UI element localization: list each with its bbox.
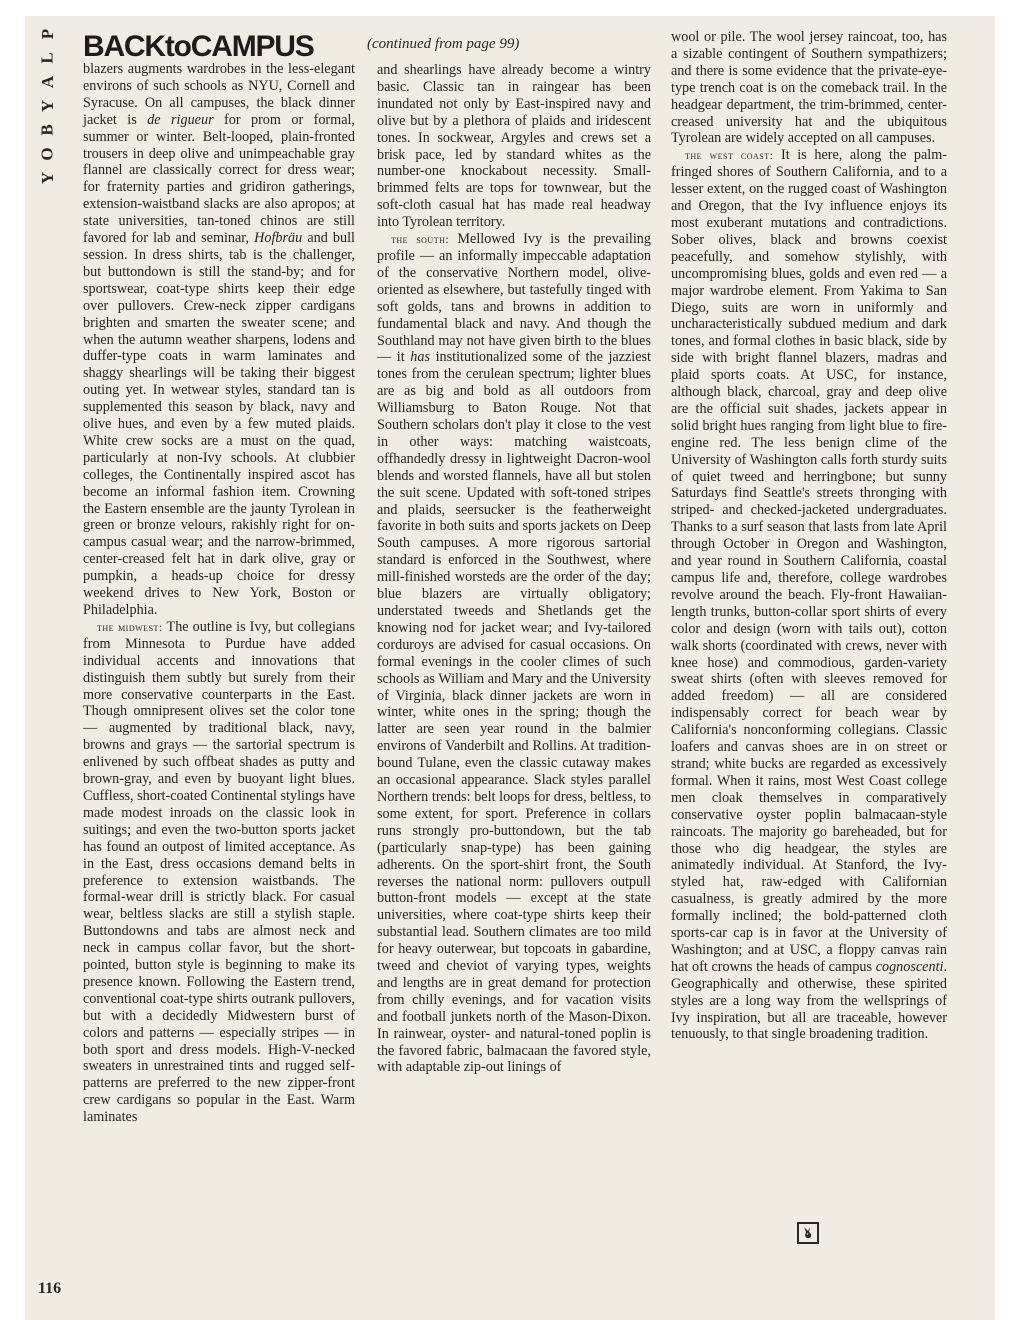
masthead-letter: B bbox=[38, 124, 57, 136]
text-run: and bull session. In dress shirts, tab is the challenger, but buttondown is still the stand-by; and for sportswear, coat-type shirts keep their edge over pullovers. Crew-neck zipper cardigans brighten and smarten the sweater scene; and when the autumn weather sharpens, lodens and duffer-type coats in warm laminates and shaggy shearlings will be taking their biggest outing yet. In wetwear styles, standard tan is supplemented this season by black, navy and olive hues, and even by a few muted plaids. White crew socks are a must on the quad, particularly at non-Ivy schools. At clubbier colleges, the Continentally inspired ascot has become an informal fashion item. Crowning the Eastern ensemble are the jaunty Tyrolean in green or bronze velours, rakishly right for on-campus casual wear; and the narrow-brimmed, center-creased felt hat in dark olive, gray or pumpkin, a heads-up choice for dressy weekend drives to New York, Boston or Philadelphia. bbox=[83, 230, 355, 618]
text-run: Mellowed Ivy is the prevailing profile — an informally impeccable adaptation of the conservative Northern model, olive-oriented as elsewhere, but tastefully tinged with soft golds, tans and browns in addition to fundamental black and navy. And though the Southland may not have given birth to the blues — it bbox=[377, 231, 651, 366]
playboy-masthead bbox=[36, 22, 60, 185]
italic-text: de rigueur bbox=[147, 111, 214, 128]
paragraph bbox=[83, 61, 355, 619]
paragraph bbox=[671, 147, 947, 1043]
text-column-3 bbox=[671, 29, 947, 1043]
paragraph bbox=[377, 62, 651, 231]
paragraph bbox=[83, 619, 355, 1126]
masthead-letter: L bbox=[38, 52, 57, 64]
masthead-letter: Y bbox=[38, 99, 57, 113]
masthead-letter: P bbox=[37, 28, 57, 40]
paragraph bbox=[671, 29, 947, 147]
italic-text: cognoscenti bbox=[875, 958, 944, 975]
text-column-1 bbox=[83, 61, 355, 1126]
text-run: It is here, along the palm-fringed shores of Southern California, and to a lesser extent, on the rugged coast of Washington and Oregon, that the Ivy influence enjoys its most exuberant mutations and contradictions. Sober olives, black and browns coexist peacefully, and somehow stylishly, with uncompromising blues, golds and even red — a major wardrobe element. From Yakima to San Diego, suits are worn in uniformly and uncharacteristically subdued medium and dark tones, and formal clothes in basic black, side by side with bright flannel blazers, madras and plaid sports coats. At USC, for instance, although black, charcoal, gray and deep olive are the official suit shades, jackets appear in solid bright hues ranging from light blue to fire-engine red. The less benign clime of the University of Washington calls forth sturdy suits of quiet tweed and herringbone; but sunny Saturdays find Seattle's streets thronging with striped- and checked-jacketed undergraduates. Thanks to a surf season that lasts from late April through October in Oregon and Washington, and year round in Southern California, coastal campus life and, therefore, college wardrobes revolve around the beach. Fly-front Hawaiian-length trunks, button-collar sport shirts of every color and design (worn with tails out), cotton walk shorts (coordinated with crews, never with knee hose) and commodious, garden-variety sweat shirts (often with sleeves removed for added freedom) — all are considered indispensably correct for beach wear by California's nonconforming collegians. Classic loafers and canvas shoes are in on street or strand; white bucks are regarded as excessively formal. When it rains, most West Coast college men cloak themselves in comparatively conservative oyster poplin balmacaan-style raincoats. The majority go bareheaded, but for those who dig headgear, the styles are animatedly individual. At Stanford, the Ivy-styled hat, raw-edged with Californian casualness, is greatly admired by the more formally inclined; the bold-patterned cloth sports-car cap is in favor at the University of Washington; and at USC, a floppy canvas rain hat oft crowns the heads of campus bbox=[671, 147, 947, 975]
italic-text: has bbox=[410, 349, 430, 366]
text-column-2 bbox=[377, 62, 651, 1076]
magazine-page bbox=[25, 16, 995, 1320]
text-run: . Geographically and otherwise, these spirited styles are a long way from the wellsprings of Ivy inspiration, but all are traceable, however tenuously, to that single broadening tradition. bbox=[671, 958, 947, 1043]
masthead-letter: A bbox=[38, 75, 57, 89]
masthead-letter: Y bbox=[38, 171, 57, 185]
section-heading: the west coast: bbox=[685, 148, 774, 163]
text-run: institutionalized some of the jazziest tones from the cerulean spectrum; lighter blues are as big and bold as all outdoors from Williamsburg to Baton Rouge. Not that Southern scholars don't play it close to the vest in other ways: matching waistcoats, offhandedly dressy in lightweight Dacron-wool blends and worsted flannels, have all but stolen the suit scene. Updated with soft-toned stripes and plaids, seersucker is the featherweight favorite in both suits and sports jackets on Deep South campuses. A more rigorous sartorial standard is enforced in the Southwest, where mill-finished worsteds are the order of the day; blue blazers are virtually obligatory; understated tweeds and Shetlands get the knowing nod for jacket wear; and Ivy-tailored corduroys are advised for casual occasions. On formal evenings in the cooler climes of such schools as William and Mary and the University of Virginia, black dinner jackets are worn in winter, white ones in the spring; though the latter are seen year round in the balmier environs of Vanderbilt and Rollins. At tradition-bound Tulane, even the classic cutaway makes an occasional appearance. Slack styles parallel Northern trends: belt loops for dress, beltless, to some extent, for sport. Preference in collars runs strongly pro-buttondown, but the tab (particularly snap-type) has been gaining adherents. On the sport-shirt front, the South reverses the national norm: pullovers outpull button-front models — except at the state universities, where coat-type shirts keep their substantial lead. Southern climates are too mild for heavy outerwear, but topcoats in gabardine, tweed and cheviot of varying types, weights and lengths are in great demand for protection from chilly evenings, and for vacation visits and football junkets north of the Mason-Dixon. In rainwear, oyster- and natural-toned poplin is the favored fabric, balmacaan the favored style, with adaptable zip-out linings of bbox=[377, 349, 651, 1076]
article-title: BACKtoCAMPUS bbox=[83, 30, 314, 63]
section-heading: the south: bbox=[391, 232, 450, 247]
text-run: The outline is Ivy, but collegians from Minnesota to Purdue have added individual accents and innovations that distinguish them subtly but surely from their more conservative counterparts in the East. Though omnipresent olives set the color tone — augmented by traditional black, navy, browns and grays — the sartorial spectrum is enlivened by such offbeat shades as putty and brown-gray, and even by buoyant light blues. Cuffless, short-coated Continental stylings have made modest inroads on the classic look in suitings; and even the two-button sports jacket has found an outpost of limited acceptance. As in the East, dress occasions demand belts in preference to extension waistbands. The formal-wear drill is strictly black. For casual wear, beltless slacks are still a stylish staple. Buttondowns and tabs are almost neck and neck in campus collar favor, but the short-pointed, button style is beginning to make its presence known. Following the Eastern trend, conventional coat-type shirts outrank pullovers, but with a decidedly Midwestern burst of colors and patterns — especially stripes — in both sport and dress models. High-V-necked sweaters in unrestrained tints and rugged self-patterns are preferred to the new zipper-front crew cardigans so popular in the East. Warm laminates bbox=[83, 618, 356, 1126]
text-run: blazers augments wardrobes in the less-elegant environs of such schools as NYU, Cornell and Syracuse. On all campuses, the black dinner jacket is bbox=[83, 61, 355, 128]
continued-note: (continued from page 99) bbox=[367, 36, 520, 52]
rabbit-head-icon bbox=[797, 1222, 819, 1244]
italic-text: Hofbräu bbox=[254, 230, 303, 247]
masthead-letter: O bbox=[37, 147, 57, 161]
text-run: and shearlings have already become a wintry basic. Classic tan in raingear has been inundated not only by East-inspired navy and olive but by a plethora of plaids and iridescent tones. In sockwear, Argyles and crews set a brisk pace, led by standard whites as the number-one knockabout necessity. Small-brimmed felts are tops for townwear, but the soft-cloth casual hat has made real headway into Tyrolean territory. bbox=[377, 62, 651, 231]
paragraph bbox=[377, 231, 651, 1076]
section-heading: the midwest: bbox=[97, 619, 163, 634]
page-number: 116 bbox=[38, 1280, 62, 1297]
text-run: wool or pile. The wool jersey raincoat, too, has a sizable contingent of Southern sympathizers; and there is some evidence that the private-eye-type trench coat is on the comeback trail. In the headgear department, the trim-brimmed, center-creased university hat and the ubiquitous Tyrolean are widely accepted on all campuses. bbox=[671, 29, 947, 147]
text-run: for prom or formal, summer or winter. Belt-looped, plain-fronted trousers in deep olive and unimpeachable gray flannel are classically correct for dress wear; for fraternity parties and gridiron gatherings, extension-waistband slacks are also apropos; at state universities, tan-toned chinos are still favored for lab and seminar, bbox=[83, 111, 355, 247]
